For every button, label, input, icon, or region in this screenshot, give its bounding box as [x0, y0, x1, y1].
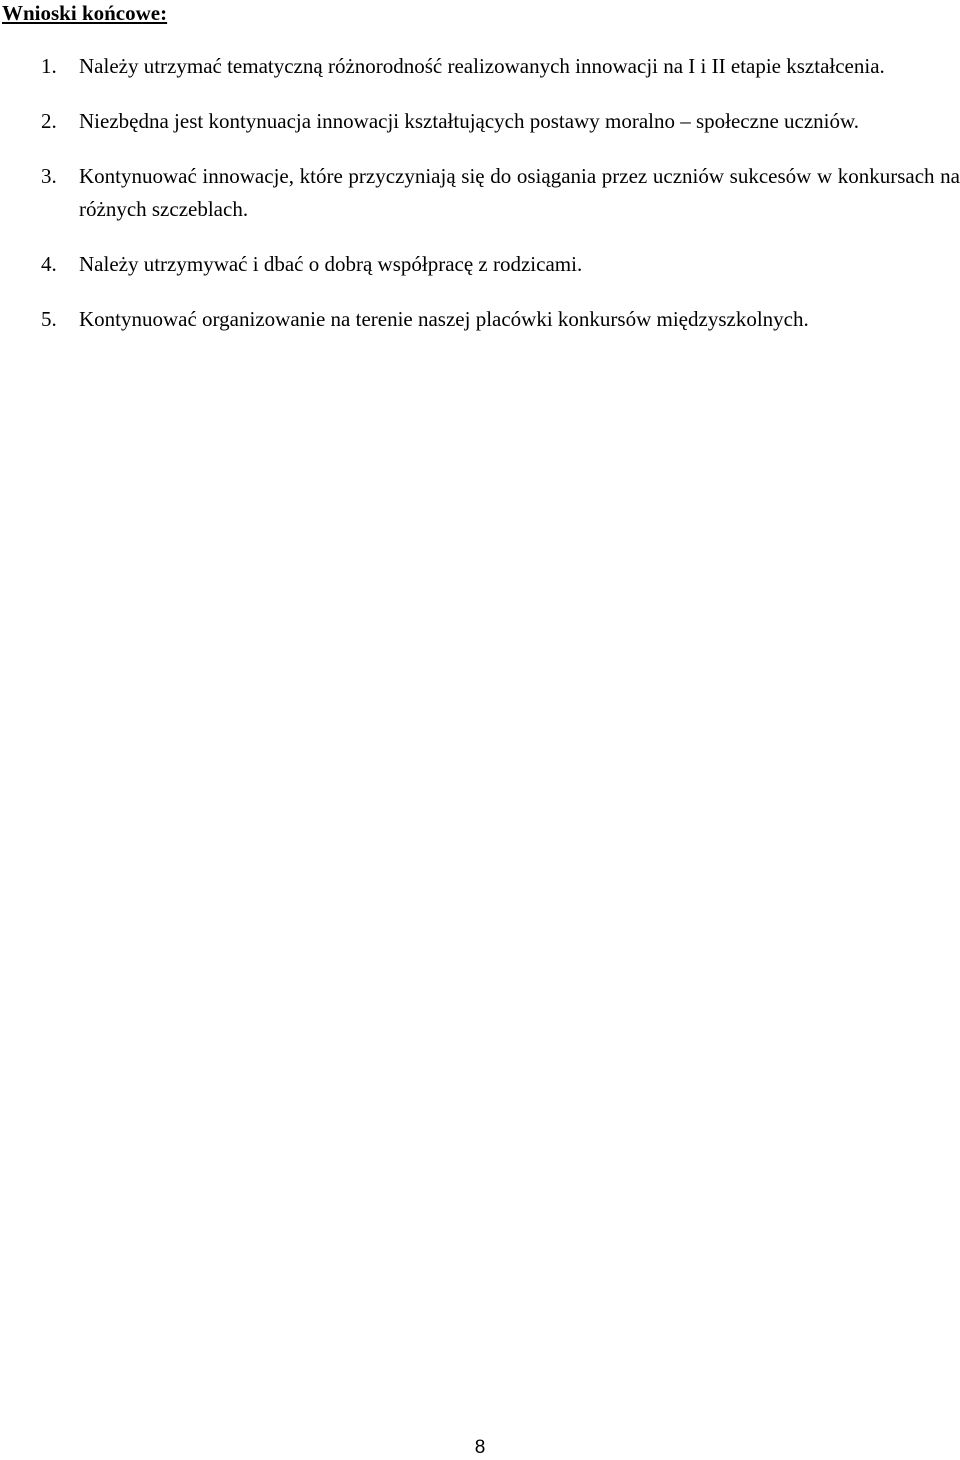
- list-item-text: Niezbędna jest kontynuacja innowacji kształtujących postawy moralno – społeczne uczniów.: [79, 109, 860, 133]
- list-item-text: Kontynuować organizowanie na terenie naszej placówki konkursów międzyszkolnych.: [79, 307, 809, 331]
- list-item: [0, 50, 960, 83]
- list-item: [0, 160, 960, 226]
- list-item: [0, 105, 960, 138]
- list-item-text: Należy utrzymać tematyczną różnorodność realizowanych innowacji na I i II etapie kształcenia.: [79, 54, 885, 78]
- list-item: [0, 303, 960, 336]
- page-number: 8: [474, 1437, 486, 1458]
- list-item-number: 2.: [41, 109, 57, 133]
- list-item: [0, 248, 960, 281]
- list-item-number: 4.: [41, 252, 57, 276]
- list-item-text: Należy utrzymywać i dbać o dobrą współpracę z rodzicami.: [79, 252, 583, 276]
- list-item-text: Kontynuować innowacje, które przyczyniają się do osiągania przez uczniów sukcesów w konkursach na różnych szczeblach.: [79, 164, 960, 221]
- conclusions-list: [0, 50, 960, 358]
- list-item-number: 3.: [41, 164, 57, 188]
- list-item-number: 5.: [41, 307, 57, 331]
- section-heading: Wnioski końcowe:: [2, 1, 168, 25]
- list-item-number: 1.: [41, 54, 57, 78]
